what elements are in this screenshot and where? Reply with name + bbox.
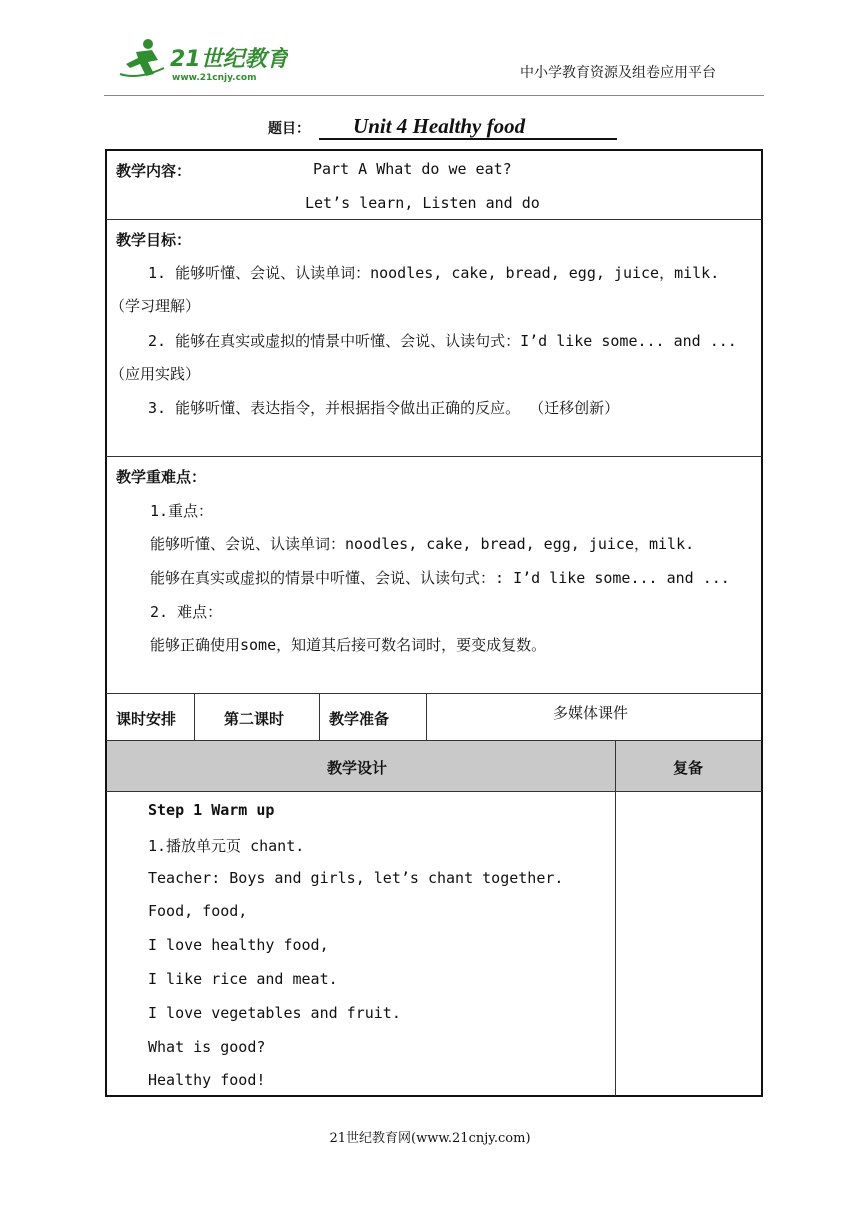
keypoint-item: 能够听懂、会说、认读单词：noodles, cake, bread, egg, juice，milk. [150,535,695,553]
logo-name: 21世纪教育 [170,47,288,72]
logo-url: www.21cnjy.com [172,73,257,83]
design-step-title: Step 1 Warm up [148,801,275,819]
page-footer: 21世纪教育网(www.21cnjy.com) [329,1131,531,1146]
schedule-value: 第二课时 [224,710,285,728]
design-line: Healthy food! [148,1071,266,1089]
design-line: What is good? [148,1038,266,1056]
design-header-fill [107,741,761,791]
title-label: 题目： [268,121,310,137]
row-divider [106,219,762,220]
objective-item: 2. 能够在真实或虚拟的情景中听懂、会说、认读句式：I’d like some... and ... [148,332,737,350]
keypoint-item: 能够在真实或虚拟的情景中听懂、会说、认读句式：: I’d like some... and ... [150,569,730,587]
design-line: I love healthy food, [148,936,329,954]
cell-divider [194,693,195,740]
design-line: I like rice and meat. [148,970,338,988]
design-line: 1.播放单元页 chant. [148,837,305,855]
content-label: 教学内容： [116,162,192,180]
runner-icon [120,39,164,76]
objective-item: （应用实践） [110,365,201,383]
content-line-1: Part A What do we eat? [313,160,512,178]
design-line: Food, food, [148,902,248,920]
prep-label: 教学准备 [329,710,390,728]
row-divider [106,791,762,792]
design-line: Teacher: Boys and girls, let’s chant together. [148,869,564,887]
design-header: 教学设计 [327,759,388,777]
platform-name: 中小学教育资源及组卷应用平台 [520,65,716,81]
objectives-label: 教学目标： [116,231,192,249]
row-divider [106,456,762,457]
objective-item: 1. 能够听懂、会说、认读单词：noodles, cake, bread, egg, juice，milk. [148,264,720,282]
column-divider [615,740,616,1096]
lesson-plan-table [105,149,763,1097]
keypoints-label: 教学重难点： [116,468,207,486]
header-divider [104,95,764,96]
content-line-2: Let’s learn, Listen and do [305,194,540,212]
objective-item: （学习理解） [110,297,201,315]
prep-value: 多媒体课件 [553,704,629,722]
review-header: 复备 [673,759,704,777]
lesson-title: Unit 4 Healthy food [319,114,617,140]
cell-divider [426,693,427,740]
keypoint-item: 2. 难点： [150,603,223,621]
lesson-title-row [268,114,617,140]
cell-divider [319,693,320,740]
keypoint-item: 能够正确使用some，知道其后接可数名词时，要变成复数。 [150,636,547,654]
design-line: I love vegetables and fruit. [148,1004,401,1022]
objective-item: 3. 能够听懂、表达指令，并根据指令做出正确的反应。 （迁移创新） [148,399,620,417]
site-logo [118,38,288,86]
keypoint-item: 1.重点： [150,502,214,520]
row-divider [106,693,762,694]
schedule-label: 课时安排 [116,710,177,728]
